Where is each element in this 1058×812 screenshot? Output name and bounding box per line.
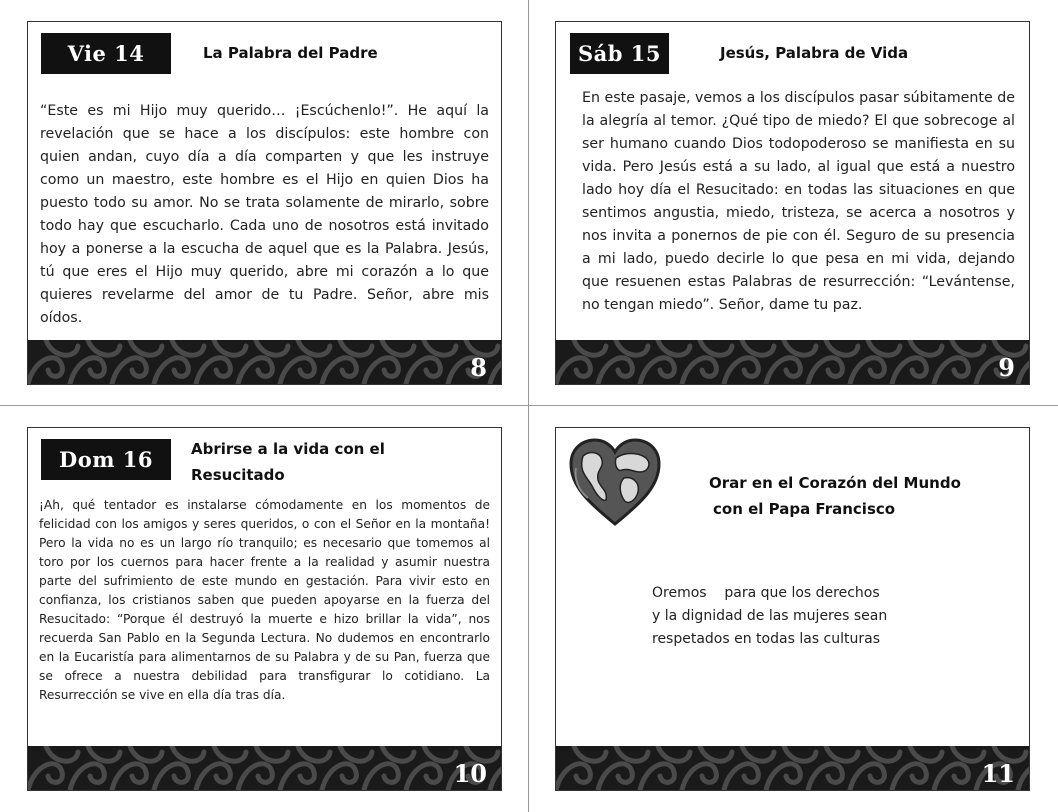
prayer-line3: respetados en todas las culturas: [652, 631, 880, 647]
decorative-band: [28, 746, 501, 790]
heart-globe-icon: [568, 438, 662, 528]
prayer-line1: Oremos para que los derechos: [652, 585, 880, 601]
card-10: [27, 427, 502, 791]
card-8: [27, 21, 502, 385]
card-text: “Este es mi Hijo muy querido… ¡Escúchenlo!”. He aquí la revelación que se hace a los discípulos: este hombre con quien andan, cuyo día a día comparten y que les instruye como un maestro, este hombre es el Hijo en quien Dios ha puesto todo su amor. No se trata solamente de mirarlo, sobre todo hay que escucharlo. Cada uno de nosotros está invitado hoy a ponerse a la escucha de aquel que es la Palabra. Jesús, tú que eres el Hijo muy querido, abre mi corazón a lo que quieres revelarme del amor de tu Padre. Señor, abre mis oídos.: [40, 103, 489, 326]
horizontal-cut-line: [0, 405, 1058, 406]
card-title: La Palabra del Padre: [203, 44, 378, 62]
card-title: Jesús, Palabra de Vida: [720, 44, 909, 62]
card-text: En este pasaje, vemos a los discípulos pasar súbitamente de la alegría al temor. ¿Qué tipo de miedo? El que sobrecoge al ser humano cuando Dios todopoderoso se manifiesta en su vida. Pero Jesús está a su lado, al igual que está a nuestro lado hoy día el Resucitado: en todas las situaciones en que sentimos angustia, miedo, tristeza, se acerca a nosotros y nos invita a ponernos de pie con él. Seguro de su presencia a mi lado, puedo decirle lo que pesa en mi vida, dejando que resuenen estas Palabras de resurrección: “Levántense, no tengan miedo”. Señor, dame tu paz.: [582, 90, 1015, 313]
day-label: Vie 14: [41, 33, 171, 74]
day-label: Sáb 15: [570, 33, 669, 74]
day-label: Dom 16: [41, 439, 171, 480]
page-number: 11: [981, 759, 1015, 788]
vertical-cut-line: [528, 0, 529, 812]
card-title: Abrirse a la vida con el Resucitado: [191, 440, 385, 484]
prayer-line2: y la dignidad de las mujeres sean: [652, 608, 888, 624]
card-9: [555, 21, 1030, 385]
decorative-band: [28, 340, 501, 384]
card-title-line1: Orar en el Corazón del Mundo: [709, 474, 961, 492]
card-11: [555, 427, 1030, 791]
page-number: 8: [470, 353, 487, 382]
page-number: 9: [998, 353, 1015, 382]
card-text: ¡Ah, qué tentador es instalarse cómodamente en los momentos de felicidad con los amigos y seres queridos, o con el Señor en la montaña! Pero la vida no es un largo río tranquilo; es necesario que tomemos al toro por los cuernos para hacer frente a la realidad y asumir nuestra parte del sufrimiento de este mundo en gestación. Para vivir esto en confianza, los cristianos saben que pueden apoyarse en la fuerza del Resucitado: “Porque él destruyó la muerte e hizo brillar la vida”, nos recuerda San Pablo en la Segunda Lectura. No dudemos en encontrarlo en la Eucaristía para alimentarnos de su Palabra y de su Pan, fuerza que se ofrece a nuestra debilidad para transfigurar lo cotidiano. La Resurrección se vive en ella día tras día.: [39, 498, 490, 702]
decorative-band: [556, 746, 1029, 790]
decorative-band: [556, 340, 1029, 384]
page-number: 10: [453, 759, 487, 788]
card-title-line2: con el Papa Francisco: [713, 500, 896, 518]
